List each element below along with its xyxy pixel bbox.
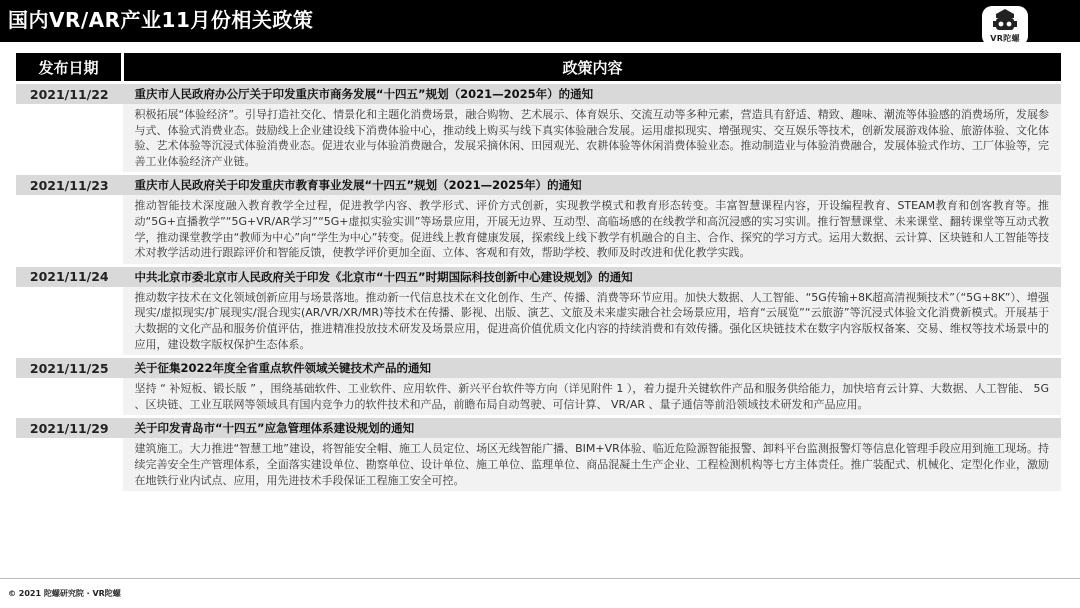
policy-date: 2021/11/23	[16, 175, 123, 195]
footer-divider	[0, 578, 1080, 579]
table-row	[16, 287, 1061, 355]
policy-title: 中共北京市委北京市人民政府关于印发《北京市“十四五”时期国际科技创新中心建设规划》的通知	[123, 267, 1062, 287]
title-bar	[0, 0, 1080, 42]
policy-body: 建筑施工。大力推进“智慧工地”建设，将智能安全帽、施工人员定位、场区无线智能广播、BIM+VR体验、临近危险源智能报警、卸料平台监测报警灯等信息化管理手段应用到施工现场。持续完善安全生产管理体系，全面落实建设单位、勘察单位、设计单位、施工单位、监理单位、商品混凝土生产企业、工程检测机构等七方主体责任。推广装配式、机械化、定型化作业，激励在地铁行业内试点、应用，用先进技术手段保证工程施工安全可控。	[134, 442, 1049, 487]
table-row	[16, 195, 1061, 263]
page-title: 国内VR/AR产业11月份相关政策	[8, 8, 314, 32]
policy-date: 2021/11/22	[16, 84, 123, 104]
policy-date: 2021/11/29	[16, 418, 123, 438]
policy-date: 2021/11/25	[16, 358, 123, 378]
policy-title: 关于印发青岛市“十四五”应急管理体系建设规划的通知	[123, 418, 1062, 438]
table-row	[16, 267, 1061, 287]
policy-title: 关于征集2022年度全省重点软件领域关键技术产品的通知	[123, 358, 1062, 378]
policy-body: 推动智能技术深度融入教育教学全过程，促进教学内容、教学形式、评价方式创新，实现教学模式和教育形态转变。丰富智慧课程内容，开设编程教育、STEAM教育和创客教育等。推动“5G+直播教学”“5G+VR/AR学习”“5G+虚拟实验实训”等场景应用，开展无边界、互动型、高临场感的在线教学和高沉浸感的实习实训。推行智慧课堂、未来课堂、翻转课堂等互动式教学，推动课堂教学由“教师为中心”向“学生为中心”转变。促进线上教育健康发展，探索线上线下教学有机融合的自主、合作、探究的学习方式。运用大数据、云计算、区块链和人工智能等技术对教学活动进行跟踪评价和智能反馈，使教学评价更加全面、立体、客观和有效，帮助学校、教师及时改进和优化教学实践。	[134, 199, 1049, 260]
table-row	[16, 438, 1061, 491]
column-header-content: 政策内容	[123, 53, 1062, 81]
logo-text: VR陀螺	[990, 34, 1020, 43]
footer-copyright: © 2021 陀螺研究院 · VR陀螺	[8, 589, 121, 598]
policy-body: 推动数字技术在文化领域创新应用与场景落地。推动新一代信息技术在文化创作、生产、传播、消费等环节应用。加快大数据、人工智能、“5G传输+8K超高清视频技术”（“5G+8K”）、增强现实/虚拟现实/扩展现实/混合现实(AR/VR/XR/MR)等技术在传播、影视、出版、演艺、文旅及未来虚实融合社会场景应用，培育“云展览”“云旅游”等沉浸式体验文化消费新模式。开展基于大数据的文化产品和服务价值评估，推进精准投放技术研发及场景应用，促进高价值优质文化内容的持续消费和有效传播。强化区块链技术在数字内容版权备案、交易、维权等技术场景中的应用，建设数字版权保护生态体系。	[134, 290, 1049, 351]
table-row	[16, 418, 1061, 438]
table-row	[16, 378, 1061, 415]
policy-date: 2021/11/24	[16, 267, 123, 287]
logo	[982, 6, 1028, 46]
table-row	[16, 104, 1061, 172]
table-row	[16, 175, 1061, 195]
policy-body: 坚持 “ 补短板、锻长版 ” ，围绕基础软件、工业软件、应用软件、新兴平台软件等方向（详见附件 1 ），着力提升关键软件产品和服务供给能力，加快培育云计算、大数据、人工智能、 5G 、区块链、工业互联网等领域具有国内竞争力的软件技术和产品，前瞻布局自动驾驶、可信计算、 VR/AR 、量子通信等前沿领域技术研发和产品应用。	[134, 382, 1049, 411]
table-row	[16, 84, 1061, 104]
table-row	[16, 358, 1061, 378]
column-header-date: 发布日期	[16, 53, 123, 81]
policy-title: 重庆市人民政府办公厅关于印发重庆市商务发展“十四五”规划（2021—2025年）的通知	[123, 84, 1062, 104]
policy-table	[16, 53, 1061, 491]
policy-title: 重庆市人民政府关于印发重庆市教育事业发展“十四五”规划（2021—2025年）的通知	[123, 175, 1062, 195]
policy-body: 积极拓展“体验经济”。引导打造社交化、情景化和主题化消费场景，融合购物、艺术展示、体育娱乐、交流互动等多种元素，营造具有舒适、精致、趣味、潮流等体验感的消费场所，发展参与式、体验式消费业态。鼓励线上企业建设线下消费体验中心，推动线上购买与线下真实体验融合发展。运用虚拟现实、增强现实、交互娱乐等技术，创新发展游戏体验、旅游体验、文化体验、艺术体验等沉浸式体验消费业态。促进农业与体验消费融合，发展采摘休闲、田园观光、农耕体验等休闲消费体验业态。推动制造业与体验消费融合，发展体验式作坊、工厂体验等，完善工业体验经济产业链。	[134, 108, 1049, 168]
